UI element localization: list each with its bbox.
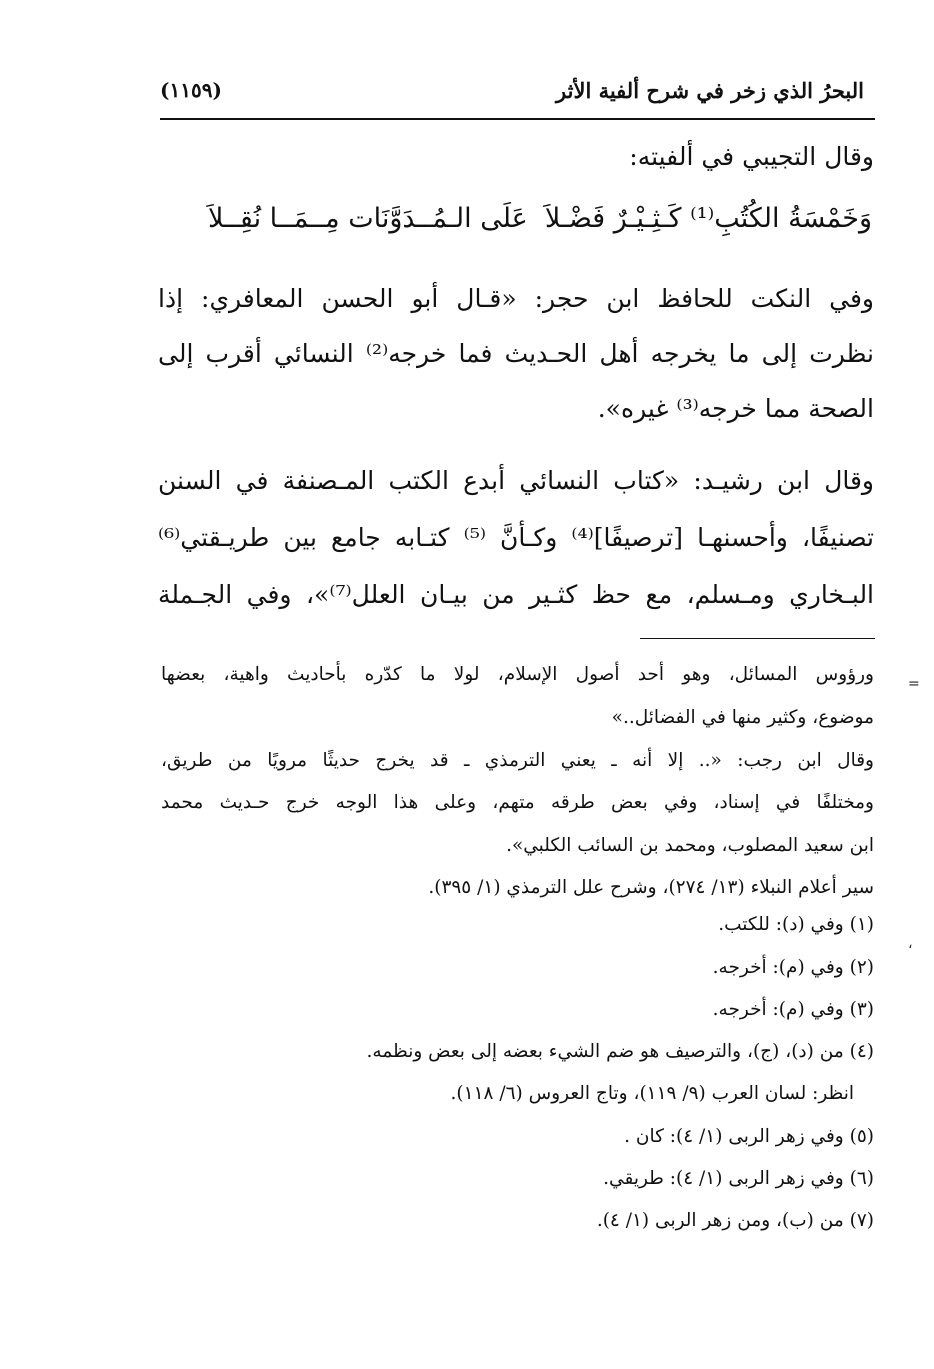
footnote-7: (٧) من (ب)، ومن زهر الربى (١/ ٤). bbox=[596, 1210, 874, 1231]
paragraph-line: وفي النكت للحافظ ابن حجر: «قـال أبو الحسن المعافري: إذا bbox=[158, 284, 874, 313]
footnote-4-reference: انظر: لسان العرب (٩/ ١١٩)، وتاج العروس (٦/ ١١٨). bbox=[450, 1083, 854, 1104]
footnote-continuation-line: وقال ابن رجب: «.. إلا أنه ـ يعني الترمذي ـ قد يخرج حديثًا مرويًا من طريق، bbox=[161, 750, 874, 771]
footnote-4: (٤) من (د)، (ج)، والترصيف هو ضم الشيء بعضه إلى بعض ونظمه. bbox=[366, 1041, 874, 1062]
paragraph-line: نظرت إلى ما يخرجه أهل الحـديث فما خرجه⁽²⁾ النسائي أقرب إلى bbox=[158, 339, 875, 368]
paragraph-line: الصحة مما خرجه⁽³⁾ غيره». bbox=[597, 394, 874, 423]
footnote-2: (٢) وفي (م): أخرجه. bbox=[712, 957, 874, 978]
footnote-continuation-line: ابن سعيد المصلوب، ومحمد بن السائب الكلبي». bbox=[506, 835, 874, 856]
footnote-continuation-line: ورؤوس المسائل، وهو أحد أصول الإسلام، لولا ما كدّره بأحاديث واهية، بعضها bbox=[161, 664, 874, 685]
paragraph-line: وقال ابن رشيـد: «كتاب النسائي أبدع الكتب المـصنفة في السنن bbox=[158, 466, 874, 495]
verse-left-hemistich: عَلَى الـمُــدَوَّنَات مِــمَــا نُقِــلاَ bbox=[208, 203, 528, 234]
intro-line: وقال التجيبي في ألفيته: bbox=[629, 142, 874, 171]
footnote-continuation-line: ومختلفًا في إسناد، وفي بعض طرقه متهم، وعلى هذا الوجه خرج حـديث محمد bbox=[161, 792, 874, 813]
margin-mark: ، bbox=[908, 936, 913, 952]
footnote-3: (٣) وفي (م): أخرجه. bbox=[712, 999, 874, 1020]
running-title: البحرُ الذي زخر في شرح ألفية الأثر bbox=[556, 78, 864, 103]
verse-right-hemistich: وَخَمْسَةُ الكُتُبِ⁽¹⁾ كَـثِـيْـرٌ فَضْـلاَ bbox=[544, 203, 872, 234]
margin-mark: = bbox=[908, 676, 920, 692]
paragraph-line: تصنيفًا، وأحسنهـا [ترصيفًا]⁽⁴⁾ وكـأنَّ ⁽⁵⁾ كتـابه جامع بين طريـقتي⁽⁶⁾ bbox=[158, 523, 875, 552]
paragraph-line: البـخاري ومـسلم، مع حظ كثـير من بيـان العلل⁽⁷⁾»، وفي الجـملة bbox=[158, 580, 875, 609]
footnote-1: (١) وفي (د): للكتب. bbox=[718, 914, 874, 935]
footnote-6: (٦) وفي زهر الربى (١/ ٤): طريقي. bbox=[603, 1168, 874, 1189]
page-number: (١١٥٩) bbox=[160, 78, 222, 102]
header-divider bbox=[160, 118, 875, 120]
footnote-continuation-line: موضوع، وكثير منها في الفضائل..» bbox=[611, 707, 874, 728]
footnote-divider bbox=[640, 638, 875, 639]
footnote-5: (٥) وفي زهر الربى (١/ ٤): كان . bbox=[624, 1126, 874, 1147]
footnote-source-line: سير أعلام النبلاء (١٣/ ٢٧٤)، وشرح علل الترمذي (١/ ٣٩٥). bbox=[428, 877, 874, 898]
